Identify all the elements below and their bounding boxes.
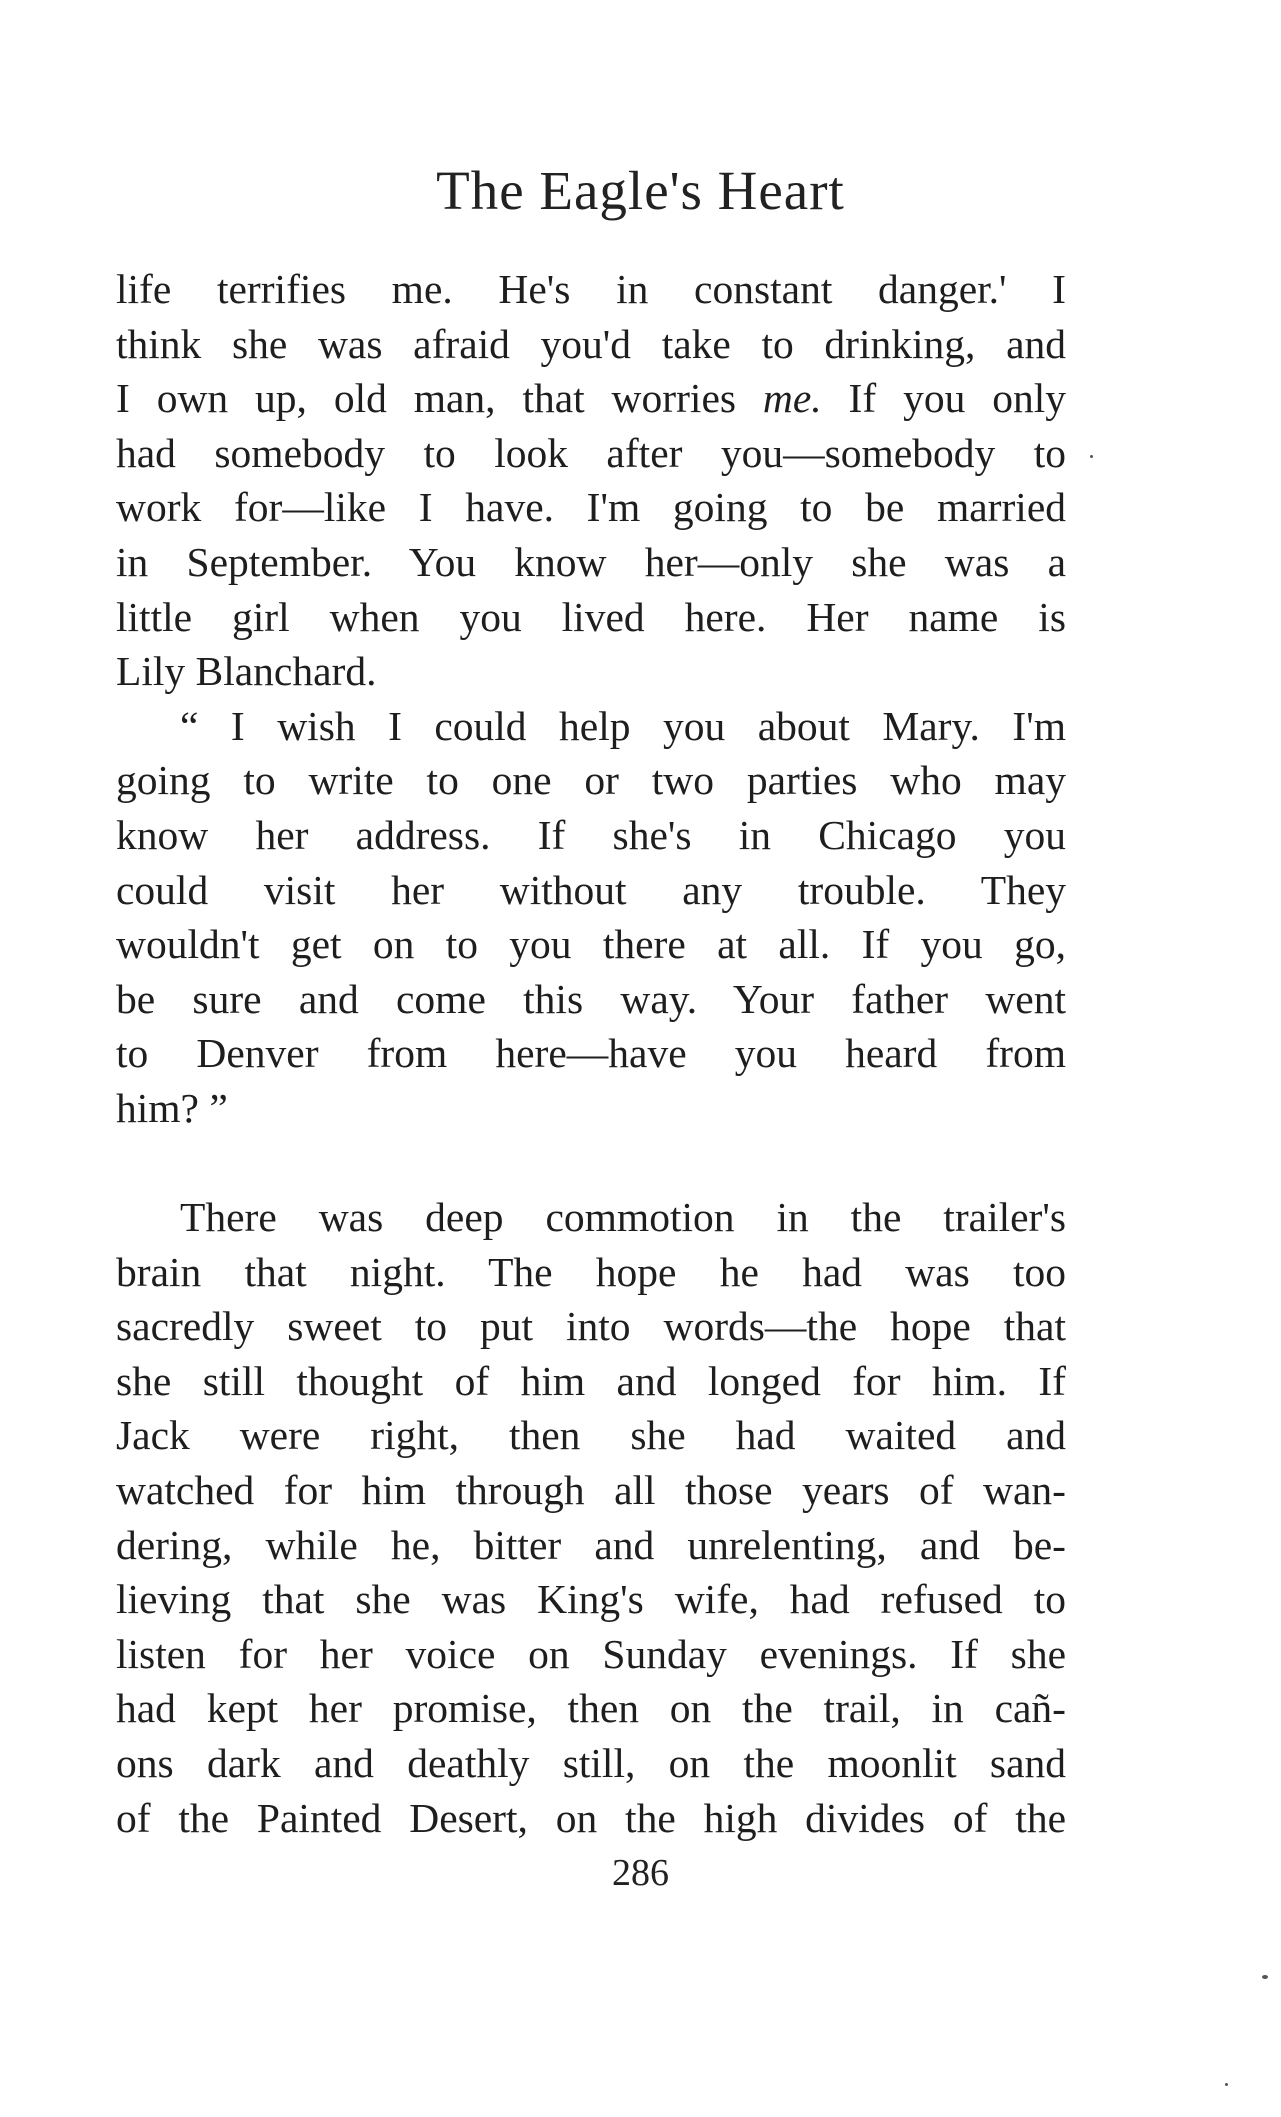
text-line: dering, while he, bitter and unrelenting, and be- — [116, 1521, 1066, 1568]
paper-speck — [1262, 1975, 1268, 1979]
text-line: could visit her without any trouble. They — [116, 866, 1066, 913]
text-segment: I own up, old man, that worries — [116, 375, 763, 422]
text-line: of the Painted Desert, on the high divides of the — [116, 1794, 1066, 1841]
text-line: work for—like I have. I'm going to be married — [116, 484, 1066, 531]
text-line: had kept her promise, then on the trail, in cañ- — [116, 1685, 1066, 1732]
paper-speck — [1225, 2083, 1228, 2086]
text-line: be sure and come this way. Your father went — [116, 975, 1066, 1022]
text-line: little girl when you lived here. Her name is — [116, 593, 1066, 640]
text-line: him? ” — [116, 1084, 228, 1131]
text-line: ons dark and deathly still, on the moonlit sand — [116, 1740, 1066, 1787]
text-line: sacredly sweet to put into words—the hope that — [116, 1303, 1066, 1350]
section-break — [116, 1136, 1066, 1191]
text-line: think she was afraid you'd take to drinking, and — [116, 320, 1066, 367]
text-line: lieving that she was King's wife, had refused to — [116, 1576, 1066, 1623]
paper-speck — [1090, 455, 1093, 458]
text-line: Lily Blanchard. — [116, 648, 377, 695]
running-head-title: The Eagle's Heart — [436, 160, 845, 221]
text-line: know her address. If she's in Chicago you — [116, 811, 1066, 858]
text-line: she still thought of him and longed for him. If — [116, 1357, 1066, 1404]
text-line: had somebody to look after you—somebody to — [116, 429, 1066, 476]
text-line: watched for him through all those years of wan- — [116, 1467, 1066, 1514]
text-line: brain that night. The hope he had was too — [116, 1248, 1066, 1295]
text-line: There was deep commotion in the trailer's — [180, 1194, 1066, 1241]
text-line: life terrifies me. He's in constant danger.' I — [116, 266, 1066, 312]
text-line: wouldn't get on to you there at all. If you go, — [116, 921, 1066, 968]
text-line: in September. You know her—only she was a — [116, 538, 1066, 585]
text-line: “ I wish I could help you about Mary. I'm — [180, 702, 1066, 749]
page-number: 286 — [612, 1852, 669, 1894]
text-line: going to write to one or two parties who may — [116, 757, 1066, 804]
text-line: Jack were right, then she had waited and — [116, 1412, 1066, 1459]
text-line: to Denver from here—have you heard from — [116, 1030, 1066, 1077]
emphasis-me: me. — [762, 375, 822, 422]
text-line: listen for her voice on Sunday evenings. If she — [116, 1630, 1066, 1677]
body-text — [116, 262, 1066, 1845]
text-line-with-emphasis — [116, 371, 1066, 426]
text-segment: If you only — [821, 375, 1066, 422]
